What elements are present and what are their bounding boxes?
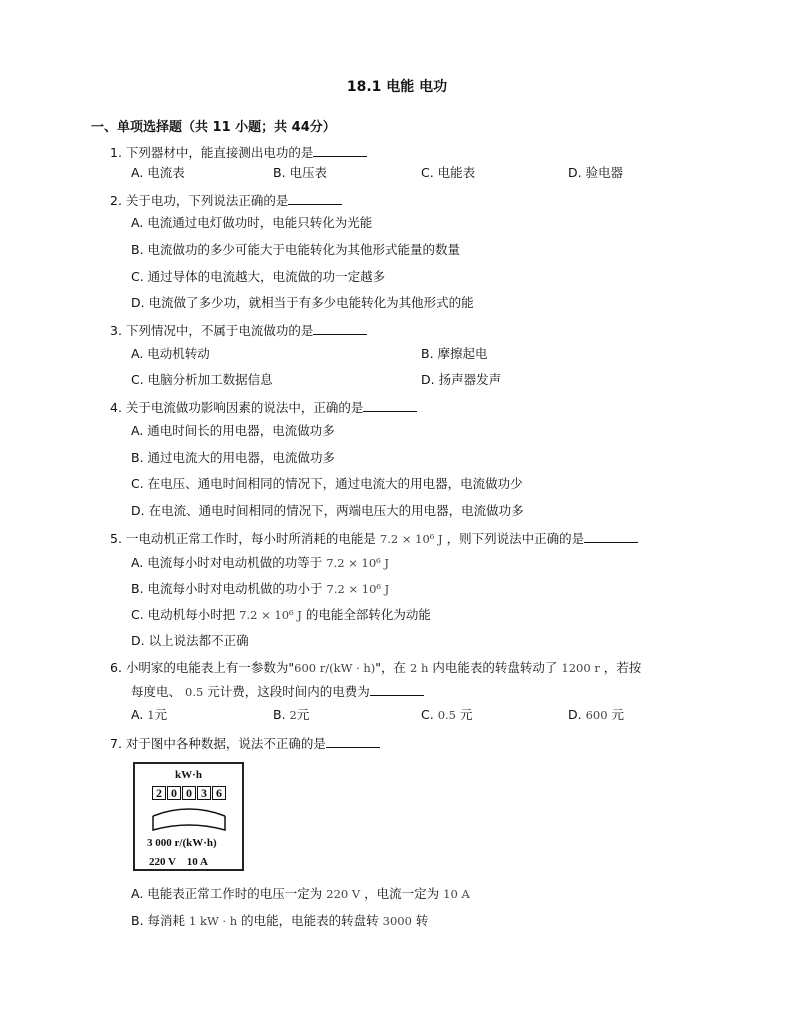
option-unit: 元 [459,707,473,722]
option-unit: 元 [296,707,310,722]
question-1 [110,144,367,161]
option-text: C. 电动机每小时把 [131,607,236,622]
option-a: A. 电流表 [131,165,185,180]
option-text: B. 每消耗 [131,913,186,928]
energy-value: 7.2 × 10⁶ J [326,556,390,570]
question-stem: 4. 关于电流做功影响因素的说法中，正确的是 [110,400,364,415]
current-value: 10 A [443,887,470,901]
option-b: B. 通过电流大的用电器，电流做功多 [131,450,336,465]
option-letter: C. [421,707,434,722]
question-stem-end: ，若按 [603,660,642,675]
page-title: 18.1 电能 电功 [346,79,448,95]
option-text: A. 电能表正常工作时的电压一定为 [131,886,323,901]
question-stem: 2. 关于电功，下列说法正确的是 [110,193,289,208]
option-value: 600 [585,708,608,722]
option-b: B. 电流做功的多少可能大于电能转化为其他形式能量的数量 [131,242,461,257]
option-letter: A. [131,707,144,722]
question-stem: 6. 小明家的电能表上有一参数为" [110,660,295,675]
question-stem-mid: 内电能表的转盘转动了 [432,660,558,675]
option-text-end: 转 [415,913,429,928]
option-value: 2 [289,708,297,722]
meter-reading [152,786,227,800]
question-6-line-2 [131,683,424,700]
option-text: B. 电流每小时对电动机做的功小于 [131,581,323,596]
answer-blank [584,530,638,543]
option-value: 1 [147,708,155,722]
option-d: D. 扬声器发声 [421,372,502,387]
question-5 [110,530,638,547]
option-c [131,607,431,623]
question-stem: 3. 下列情况中，不属于电流做功的是 [110,323,314,338]
option-d [568,707,624,723]
question-stem: 7. 对于图中各种数据，说法不正确的是 [110,736,326,751]
meter-dial-window [149,804,229,834]
answer-blank [370,683,424,696]
question-stem-mid: "，在 [375,660,407,675]
electric-meter-figure [133,762,244,871]
question-stem-end: 元计费，这段时间内的电费为 [207,684,370,699]
meter-rate-label: 3 000 r/(kW·h) [147,837,217,849]
option-text-mid: ，电流一定为 [364,886,440,901]
question-3 [110,322,367,339]
meter-digit: 2 [152,786,166,800]
answer-blank [288,192,342,205]
option-b: B. 摩擦起电 [421,346,488,361]
option-c: C. 在电压、通电时间相同的情况下，通过电流大的用电器，电流做功少 [131,476,523,491]
question-stem-end: ，则下列说法中正确的是 [446,531,585,546]
answer-blank [363,399,417,412]
option-d: D. 以上说法都不正确 [131,633,249,648]
option-c: C. 电能表 [421,165,476,180]
option-a [131,707,167,723]
turns-value: 3000 [382,914,412,928]
section-heading: 一、单项选择题（共 11 小题；共 44分） [91,120,336,135]
option-c: C. 通过导体的电流越大，电流做的功一定越多 [131,269,386,284]
question-2 [110,192,342,209]
option-b [131,581,389,597]
answer-blank [313,144,367,157]
question-7 [110,735,380,752]
turns-value: 1200 r [561,661,600,675]
question-stem: 每度电、 [131,684,182,699]
meter-unit-label: kW·h [175,769,202,781]
answer-blank [326,735,380,748]
option-a: A. 电流通过电灯做功时，电能只转化为光能 [131,215,373,230]
option-b: B. 电压表 [273,165,328,180]
energy-value: 7.2 × 10⁶ J [379,532,443,546]
energy-value: 7.2 × 10⁶ J [239,608,302,622]
option-letter: B. [273,707,286,722]
energy-value: 1 kW · h [189,914,238,928]
rate-value: 600 r/(kW · h) [294,661,376,675]
answer-blank [313,322,367,335]
option-b [131,913,428,929]
option-text-end: 的电能全部转化为动能 [305,607,431,622]
option-text-mid: 的电能，电能表的转盘转 [241,913,379,928]
option-text: A. 电流每小时对电动机做的功等于 [131,555,323,570]
option-a [131,886,470,902]
option-a [131,555,389,571]
option-value: 0.5 [437,708,456,722]
question-stem: 5. 一电动机正常工作时，每小时所消耗的电能是 [110,531,376,546]
option-d: D. 电流做了多少功，就相当于有多少电能转化为其他形式的能 [131,295,474,310]
option-unit: 元 [154,707,168,722]
time-value: 2 h [410,661,429,675]
meter-digit: 6 [212,786,226,800]
option-c [421,707,472,723]
meter-spec-label: 220 V 10 A [149,856,208,868]
energy-value: 7.2 × 10⁶ J [326,582,390,596]
meter-digit: 0 [167,786,181,800]
question-4 [110,399,417,416]
question-6 [110,660,641,676]
option-c: C. 电脑分析加工数据信息 [131,372,273,387]
option-a: A. 通电时间长的用电器，电流做功多 [131,423,335,438]
price-value: 0.5 [185,685,204,699]
question-stem: 1. 下列器材中，能直接测出电功的是 [110,145,314,160]
option-letter: D. [568,707,582,722]
option-a: A. 电动机转动 [131,346,210,361]
voltage-value: 220 V [326,887,361,901]
option-d: D. 在电流、通电时间相同的情况下，两端电压大的用电器，电流做功多 [131,503,524,518]
option-d: D. 验电器 [568,165,624,180]
option-b [273,707,309,723]
meter-digit: 0 [182,786,196,800]
option-unit: 元 [611,707,625,722]
meter-digit: 3 [197,786,211,800]
